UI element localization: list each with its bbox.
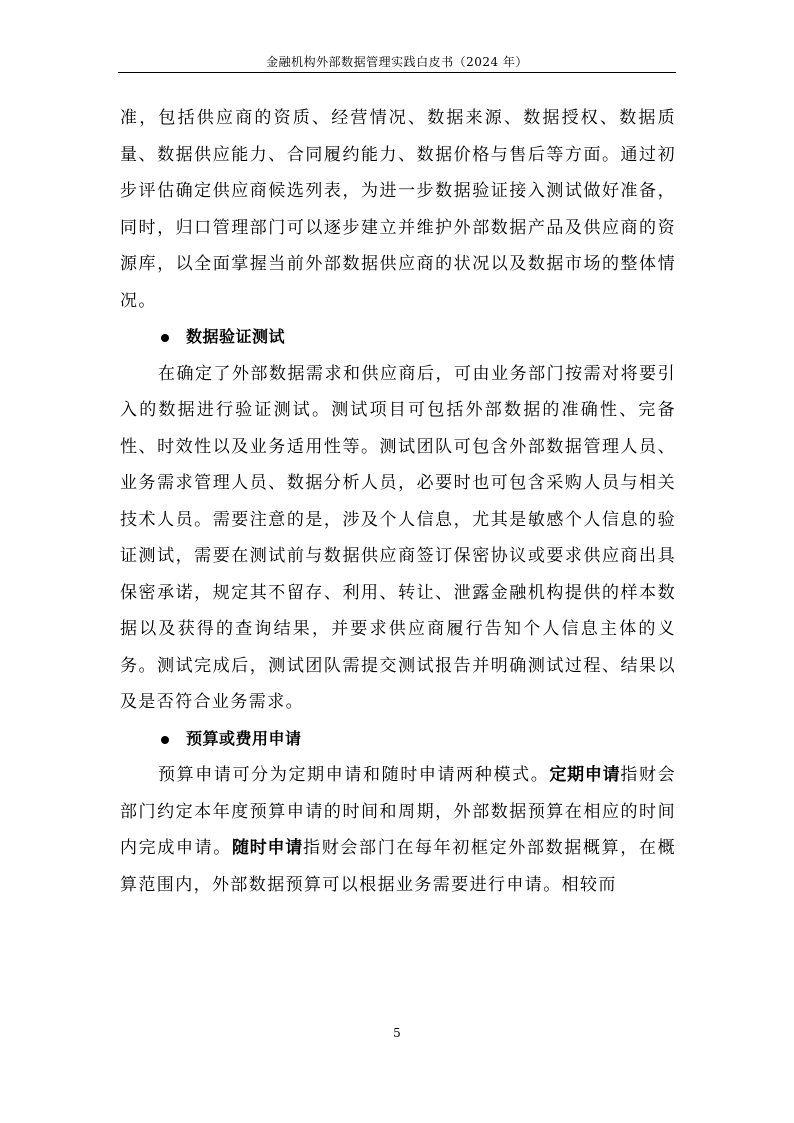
- term-periodic-application: 定期申请: [549, 765, 621, 785]
- page-body: [120, 100, 676, 903]
- paragraph-supplier-evaluation: 准，包括供应商的资质、经营情况、数据来源、数据授权、数据质量、数据供应能力、合同履约能力、数据价格与售后等方面。通过初步评估确定供应商候选列表，为进一步数据验证接入测试做好准备，同时，归口管理部门可以逐步建立并维护外部数据产品及供应商的资源库，以全面掌握当前外部数据供应商的状况以及数据市场的整体情况。: [120, 108, 676, 311]
- bullet-dot-icon: [161, 334, 169, 342]
- running-header: 金融机构外部数据管理实践白皮书（2024 年）: [266, 55, 528, 69]
- header-rule: [118, 72, 676, 73]
- text-run: 指财会部门约定本年度预算申请的时间和周期，外部数据预算在相应的时间内完成申请。: [120, 765, 677, 858]
- text-run: 预算申请可分为定期申请和随时申请两种模式。: [158, 765, 550, 785]
- section-heading-label: 预算或费用申请: [186, 728, 302, 748]
- bullet-dot-icon: [161, 736, 169, 744]
- section-heading-budget-application: [120, 721, 676, 758]
- term-anytime-application: 随时申请: [231, 838, 304, 858]
- text-run: 指财会部门在每年初框定外部数据概算，在概算范围内，外部数据预算可以根据业务需要进行申请。相较而: [120, 838, 677, 895]
- section-heading-label: 数据验证测试: [186, 327, 286, 346]
- section-heading-data-validation: [120, 319, 676, 356]
- paragraph-data-validation: 在确定了外部数据需求和供应商后，可由业务部门按需对将要引入的数据进行验证测试。测试项目可包括外部数据的准确性、完备性、时效性以及业务适用性等。测试团队可包含外部数据管理人员、业务需求管理人员、数据分析人员，必要时也可包含采购人员与相关技术人员。需要注意的是，涉及个人信息，尤其是敏感个人信息的验证测试，需要在测试前与数据供应商签订保密协议或要求供应商出具保密承诺，规定其不留存、利用、转让、泄露金融机构提供的样本数据以及获得的查询结果，并要求供应商履行告知个人信息主体的义务。测试完成后，测试团队需提交测试报告并明确测试过程、结果以及是否符合业务需求。: [120, 363, 676, 712]
- paragraph-budget-application: [120, 757, 676, 903]
- page-number: 5: [393, 1026, 401, 1040]
